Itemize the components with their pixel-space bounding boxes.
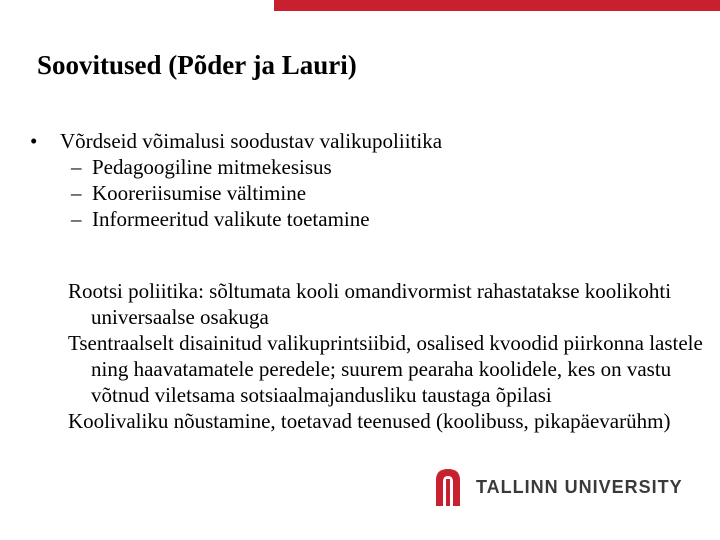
top-accent-bar [274, 0, 720, 11]
slide-title: Soovitused (Põder ja Lauri) [37, 50, 357, 80]
paragraph: Rootsi poliitika: sõltumata kooli omandivormist rahastatakse koolikohti universaalse osakuga [68, 279, 672, 329]
logo-text: TALLINN UNIVERSITY [476, 476, 683, 497]
sub-bullet-text: Informeeritud valikute toetamine [92, 207, 370, 231]
sub-bullet-text: Kooreriisumise vältimine [92, 181, 307, 205]
sub-bullet-text: Pedagoogiline mitmekesisus [92, 155, 332, 179]
tallinn-university-mark-icon [432, 466, 464, 508]
sub-bullet-item [71, 206, 442, 232]
paragraph: Koolivaliku nõustamine, toetavad teenused (koolibuss, pikapäevarühm) [68, 409, 671, 433]
paragraph-block [68, 278, 708, 434]
dash-symbol: – [71, 207, 82, 231]
sub-bullet-item [71, 180, 442, 206]
sub-bullet-item [71, 154, 442, 180]
university-logo [432, 466, 683, 508]
bullet-text: Võrdseid võimalusi soodustav valikupoliitika [60, 129, 443, 153]
bullet-symbol: • [30, 129, 38, 153]
paragraph: Tsentraalselt disainitud valikuprintsiibid, osalised kvoodid piirkonna lastele ning haavatamatele peredele; suurem pearaha koolidele, kes on vastu võtnud viletsama sotsiaalmajandusliku taustaga õpilasi [68, 331, 703, 407]
bullet-list [30, 128, 442, 232]
bullet-item [30, 128, 442, 154]
dash-symbol: – [71, 155, 82, 179]
dash-symbol: – [71, 181, 82, 205]
